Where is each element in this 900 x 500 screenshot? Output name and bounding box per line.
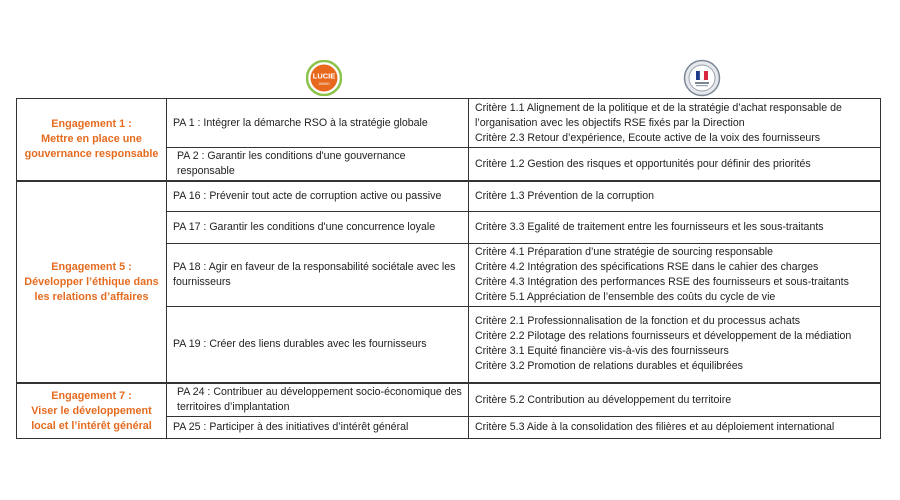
pa-cell: PA 2 : Garantir les conditions d'une gouvernance responsable: [167, 148, 469, 182]
criterion: Critère 3.3 Egalité de traitement entre les fournisseurs et les sous-traitants: [475, 220, 824, 233]
svg-text:LUCIE: LUCIE: [312, 71, 336, 81]
engagement-subtitle: Développer l’éthique dans les relations d’affaires: [24, 275, 159, 303]
engagement-subtitle: Viser le développement local et l’intérêt général: [31, 404, 152, 432]
pa-cell: PA 17 : Garantir les conditions d'une concurrence loyale: [167, 211, 469, 243]
criterion: Critère 4.2 Intégration des spécifications RSE dans le cahier des charges: [475, 260, 819, 273]
criterion: Critère 3.1 Equité financière vis-à-vis des fournisseurs: [475, 345, 729, 358]
criterion: Critère 4.3 Intégration des performances RSE des fournisseurs et sous-traitants: [475, 275, 849, 288]
engagement-subtitle: Mettre en place une gouvernance responsable: [24, 133, 159, 160]
criteria-cell: [469, 243, 881, 306]
criteria-cell: [469, 99, 881, 148]
svg-text:26000: 26000: [318, 81, 330, 86]
lucie-logo: [306, 60, 342, 96]
engagement-title: Engagement 1 :: [51, 118, 132, 130]
engagement-7-cell: [17, 383, 167, 439]
table-row: [17, 181, 881, 211]
table-row: [17, 99, 881, 148]
engagement-title: Engagement 5 :: [51, 260, 132, 273]
criterion: Critère 3.2 Promotion de relations durables et équilibrées: [475, 360, 743, 373]
republique-seal-logo: [683, 59, 721, 97]
criteria-cell: [469, 417, 881, 439]
pa-cell: PA 25 : Participer à des initiatives d’intérêt général: [167, 417, 469, 439]
engagement-title: Engagement 7 :: [51, 389, 132, 402]
criterion: Critère 1.1 Alignement de la politique et de la stratégie d’achat responsable de l’organisation avec les objectifs RSE fixés par la Direction: [475, 101, 842, 129]
pa-cell: PA 16 : Prévenir tout acte de corruption active ou passive: [167, 181, 469, 211]
criterion: Critère 2.1 Professionnalisation de la fonction et du processus achats: [475, 315, 801, 328]
pa-cell: PA 18 : Agir en faveur de la responsabilité sociétale avec les fournisseurs: [167, 243, 469, 306]
criteria-cell: [469, 181, 881, 211]
criterion: Critère 1.2 Gestion des risques et opportunités pour définir des priorités: [475, 157, 811, 170]
table-row: [17, 383, 881, 417]
pa-cell: PA 19 : Créer des liens durables avec les fournisseurs: [167, 306, 469, 383]
criteria-mapping-table: [16, 98, 881, 439]
criteria-cell: [469, 148, 881, 182]
criterion: Critère 5.3 Aide à la consolidation des filières et au déploiement international: [475, 421, 835, 433]
criterion: Critère 2.2 Pilotage des relations fournisseurs et développement de la médiation: [475, 330, 852, 343]
criteria-cell: [469, 211, 881, 243]
criterion: Critère 2.3 Retour d’expérience, Ecoute active de la voix des fournisseurs: [475, 131, 821, 144]
pa-cell: PA 24 : Contribuer au développement socio-économique des territoires d’implantation: [167, 383, 469, 417]
criteria-cell: [469, 383, 881, 417]
pa-cell: PA 1 : Intégrer la démarche RSO à la stratégie globale: [167, 99, 469, 148]
engagement-1-cell: [17, 99, 167, 182]
criteria-cell: [469, 306, 881, 383]
engagement-5-cell: [17, 181, 167, 383]
criterion: Critère 4.1 Préparation d’une stratégie de sourcing responsable: [475, 245, 773, 258]
criterion: Critère 5.1 Appréciation de l’ensemble des coûts du cycle de vie: [475, 290, 776, 303]
criterion: Critère 5.2 Contribution au développement du territoire: [475, 393, 732, 406]
criterion: Critère 1.3 Prévention de la corruption: [475, 189, 655, 202]
